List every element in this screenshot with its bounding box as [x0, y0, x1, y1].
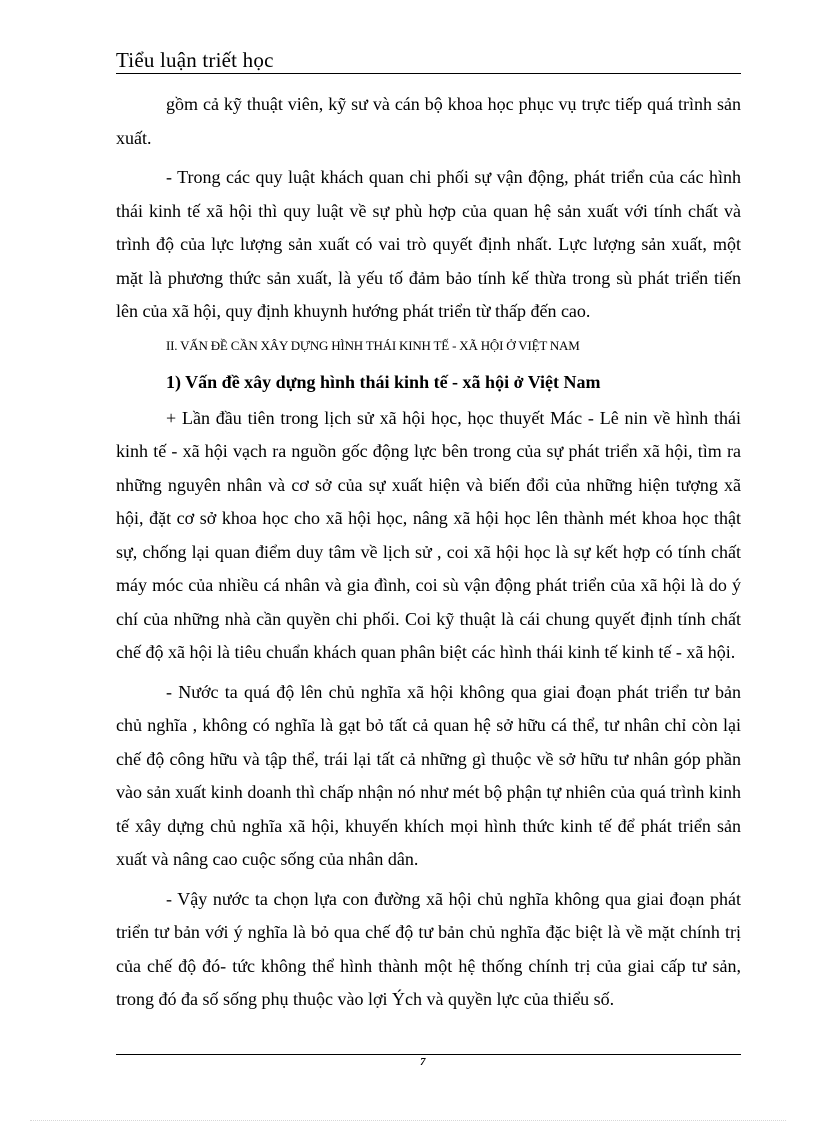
paragraph-marx-lenin: + Lần đầu tiên trong lịch sử xã hội học, học thuyết Mác - Lê nin về hình thái kinh tế - xã hội vạch ra nguồn gốc động lực bên trong của sự phát triển xã hội, tìm ra những nguyên nhân và cơ sở của sự xuất hiện và biến đổi của những hiện tượng xã hội, đặt cơ sở khoa học cho xã hội học, nâng xã hội học lên thành mét khoa học thật sự, chống lại quan điểm duy tâm về lịch sử , coi xã hội học là sự kết hợp có tính chất máy móc của nhiều cá nhân và gia đình, coi sù vận động phát triển của xã hội là do ý chí của những nhà cần quyền chi phối. Coi kỹ thuật là cái chung quyết định tính chất chế độ xã hội là tiêu chuẩn khách quan phân biệt các hình thái kinh tế kinh tế - xã hội. [116, 407, 741, 662]
document-body [116, 88, 741, 1017]
paragraph-objective-laws: - Trong các quy luật khách quan chi phối sự vận động, phát triển của các hình thái kinh tế xã hội thì quy luật về sự phù hợp của quan hệ sản xuất với tính chất và trình độ của lực lượng sản xuất có vai trò quyết định nhất. Lực lượng sản xuất, một mặt là phương thức sản xuất, là yếu tố đảm bảo tính kế thừa trong sù phát triển tiến lên của xã hội, quy định khuynh hướng phát triển từ thấp đến cao. [116, 167, 741, 321]
page-bottom-edge [30, 1120, 786, 1121]
footer-divider [116, 1054, 741, 1055]
header-divider [116, 73, 741, 74]
paragraph-socialist-path: - Vậy nước ta chọn lựa con đường xã hội chủ nghĩa không qua giai đoạn phát triển tư bản với ý nghĩa là bỏ qua chế độ tư bản chủ nghĩa đặc biệt là về mặt chính trị của chế độ đó- tức không thể hình thành một hệ thống chính trị của giai cấp tư sản, trong đó đa số sống phụ thuộc vào lợi Ých và quyền lực của thiểu số. [116, 888, 741, 1009]
paragraph-transition: - Nước ta quá độ lên chủ nghĩa xã hội không qua giai đoạn phát triển tư bản chủ nghĩa , không có nghĩa là gạt bỏ tất cả quan hệ sở hữu cá thể, tư nhân chỉ còn lại chế độ công hữu và tập thể, trái lại tất cả những gì thuộc về sở hữu tư nhân góp phần vào sản xuất kinh doanh thì chấp nhận nó như mét bộ phận tự nhiên của quá trình kinh tế xây dựng chủ nghĩa xã hội, khuyến khích mọi hình thức kinh tế để phát triển sản xuất và nâng cao cuộc sống của nhân dân. [116, 681, 741, 869]
paragraph-continuation: gồm cả kỹ thuật viên, kỹ sư và cán bộ khoa học phục vụ trực tiếp quá trình sản xuất. [116, 94, 741, 148]
section-heading: II. VẤN ĐỀ CẦN XÂY DỰNG HÌNH THÁI KINH TẾ - XÃ HỘI Ở VIỆT NAM [166, 337, 580, 353]
sub-heading: 1) Vấn đề xây dựng hình thái kinh tế - xã hội ở Việt Nam [166, 371, 601, 392]
page-number: 7 [420, 1056, 426, 1068]
page-header-title: Tiểu luận triết học [116, 48, 274, 72]
